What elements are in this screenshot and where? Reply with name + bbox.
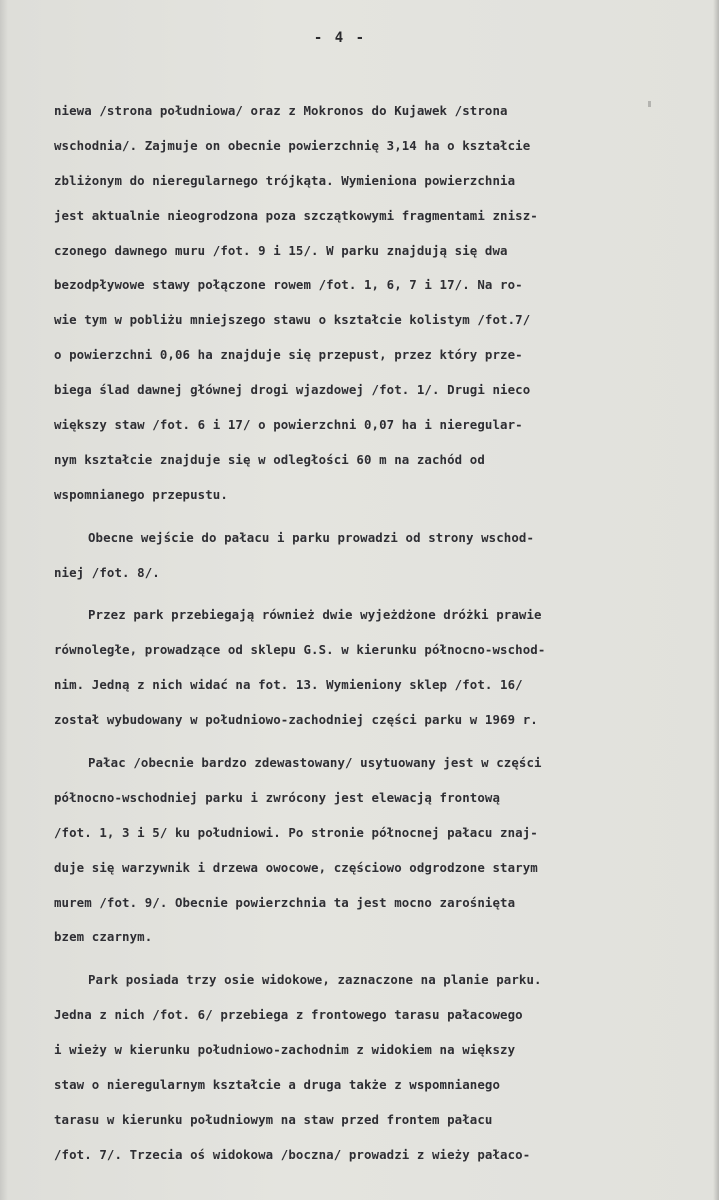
text-line: i wieży w kierunku południowo-zachodnim z widokiem na większy: [54, 1042, 516, 1058]
text-line: Pałac /obecnie bardzo zdewastowany/ usytuowany jest w części: [88, 755, 542, 771]
text-line: większy staw /fot. 6 i 17/ o powierzchni 0,07 ha i nieregular-: [54, 417, 523, 433]
text-line: został wybudowany w południowo-zachodniej części parku w 1969 r.: [54, 712, 538, 728]
text-line: jest aktualnie nieogrodzona poza szczątkowymi fragmentami znisz-: [54, 207, 538, 223]
text-line: bezodpływowe stawy połączone rowem /fot. 1, 6, 7 i 17/. Na ro-: [54, 277, 523, 293]
paragraph-5: [54, 963, 702, 1172]
body-text: [54, 94, 702, 1181]
page-edge-shadow: [713, 0, 719, 1200]
text-line: nym kształcie znajduje się w odległości 60 m na zachód od: [54, 451, 485, 467]
text-line: wschodnia/. Zajmuje on obecnie powierzchnię 3,14 ha o kształcie: [54, 137, 531, 153]
text-line: wie tym w pobliżu mniejszego stawu o kształcie kolistym /fot.7/: [54, 312, 531, 328]
text-line: równoległe, prowadzące od sklepu G.S. w kierunku północno-wschod-: [54, 642, 546, 658]
text-line: /fot. 7/. Trzecia oś widokowa /boczna/ prowadzi z wieży pałaco-: [54, 1146, 531, 1162]
paragraph-3: [54, 598, 702, 738]
text-line: o powierzchni 0,06 ha znajduje się przepust, przez który prze-: [54, 347, 523, 363]
text-line: staw o nieregularnym kształcie a druga także z wspomnianego: [54, 1077, 501, 1093]
text-line: tarasu w kierunku południowym na staw przed frontem pałacu: [54, 1111, 493, 1127]
text-line: Park posiada trzy osie widokowe, zaznaczone na planie parku.: [88, 972, 542, 988]
text-line: biega ślad dawnej głównej drogi wjazdowej /fot. 1/. Drugi nieco: [54, 382, 531, 398]
paragraph-4: [54, 746, 702, 955]
text-line: wspomnianego przepustu.: [54, 486, 228, 502]
text-line: czonego dawnego muru /fot. 9 i 15/. W parku znajdują się dwa: [54, 242, 508, 258]
paragraph-2: [54, 521, 702, 591]
text-line: zbliżonym do nieregularnego trójkąta. Wymieniona powierzchnia: [54, 172, 516, 188]
text-line: /fot. 1, 3 i 5/ ku południowi. Po stronie północnej pałacu znaj-: [54, 824, 538, 840]
text-line: Przez park przebiegają również dwie wyjeżdżone dróżki prawie: [88, 607, 542, 623]
text-line: Obecne wejście do pałacu i parku prowadzi od strony wschod-: [88, 529, 535, 545]
paragraph-1: [54, 94, 702, 513]
text-line: murem /fot. 9/. Obecnie powierzchnia ta jest mocno zarośnięta: [54, 894, 516, 910]
page-number: - 4 -: [313, 30, 367, 46]
text-line: niewa /strona południowa/ oraz z Mokronos do Kujawek /strona: [54, 103, 508, 118]
text-line: Jedna z nich /fot. 6/ przebiega z frontowego tarasu pałacowego: [54, 1007, 523, 1023]
text-line: bzem czarnym.: [54, 929, 153, 945]
text-line: duje się warzywnik i drzewa owocowe, częściowo odgrodzone starym: [54, 859, 538, 875]
text-line: nim. Jedną z nich widać na fot. 13. Wymieniony sklep /fot. 16/: [54, 677, 523, 693]
text-line: niej /fot. 8/.: [54, 564, 160, 580]
text-line: północno-wschodniej parku i zwrócony jest elewacją frontową: [54, 789, 501, 805]
